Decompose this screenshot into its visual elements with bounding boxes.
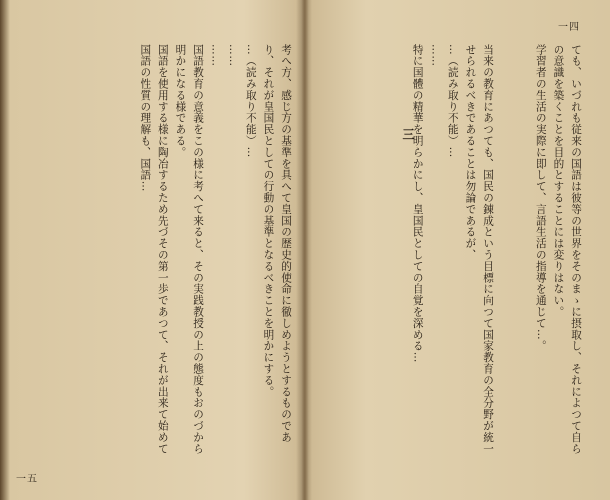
section-heading: 三 [401,128,415,140]
right-page-text: ても、いづれも従来の国語は彼等の世界をそのまゝに摂取し、それによつて自らの意識を築くことを目的とすることには変りはない。 学習者の生活の実際に即して、言語生活の指導を通じて…。 当来の教育にあつても、国民の錬成という目標に向つて国家教育の全分野が統一せられるべきであることは勿論であるが、 …（読み取り不能）… …… 特に国體の精華を明らかにし、皇国民としての自覚を深める… [411,44,582,455]
right-page-number: 一四 [558,22,580,33]
left-page-text: 考へ方、感じ方の基準を具へて皇国の歴史的使命に徹しめようとするものであり、それが皇国民としての行動の基準となるべきことを明かにする。 …（読み取り不能）… …… …… 国語教育の意義をこの様に考へて来ると、その実践教授の上の態度もおのづから明かになる様である。 国語を使用する様に陶冶するため先づその第一歩であつて、それが出来て始めて国語の性質の理解も、国語… [139,44,292,455]
left-page-number: 一五 [16,474,38,485]
right-page [308,8,598,494]
left-page [12,8,302,494]
